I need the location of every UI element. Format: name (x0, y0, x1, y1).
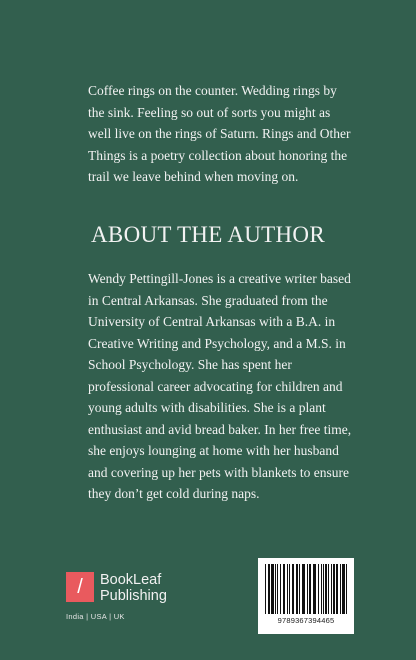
bio-line: Creative Writing and Psychology, and a M.S. in (88, 335, 346, 351)
blurb-line: well live on the rings of Saturn. Rings and Other (88, 126, 351, 141)
barcode-icon (264, 564, 348, 614)
blurb-line: trail we leave behind when moving on. (88, 169, 299, 184)
publisher-mark-icon: / (66, 572, 94, 602)
bio-line: enthusiast and avid bread baker. In her free time, (88, 421, 352, 437)
publisher-name-line2: Publishing (100, 588, 167, 604)
author-bio (88, 268, 362, 505)
bio-line: University of Central Arkansas with a B.A. in (88, 314, 336, 329)
bio-line: professional career advocating for children and (88, 378, 343, 394)
bio-line: Wendy Pettingill-Jones is a creative writer based (88, 271, 351, 286)
book-blurb (88, 80, 358, 188)
bio-line: and covering up her pets with blankets to ensure (88, 464, 349, 480)
bio-line: School Psychology. She has spent her (88, 357, 292, 372)
publisher-name (100, 572, 210, 604)
about-author-heading: ABOUT THE AUTHOR (91, 222, 325, 247)
publisher-name-line1: BookLeaf (100, 572, 162, 588)
bio-line: they don’t get cold during naps. (88, 486, 260, 501)
bio-line: she enjoys lounging at home with her husband (88, 443, 339, 458)
blurb-line: Things is a poetry collection about honoring the (88, 147, 348, 163)
publisher-logo (66, 572, 206, 632)
blurb-line: the sink. Feeling so out of sorts you might as (88, 104, 331, 120)
bio-line: young adults with disabilities. She is a plant (88, 400, 326, 415)
publisher-regions: India | USA | UK (66, 612, 125, 621)
isbn-barcode (258, 558, 354, 634)
bio-line: in Central Arkansas. She graduated from the (88, 292, 328, 308)
isbn-number: 9789367394465 (277, 616, 335, 625)
blurb-line: Coffee rings on the counter. Wedding rings by (88, 83, 337, 98)
